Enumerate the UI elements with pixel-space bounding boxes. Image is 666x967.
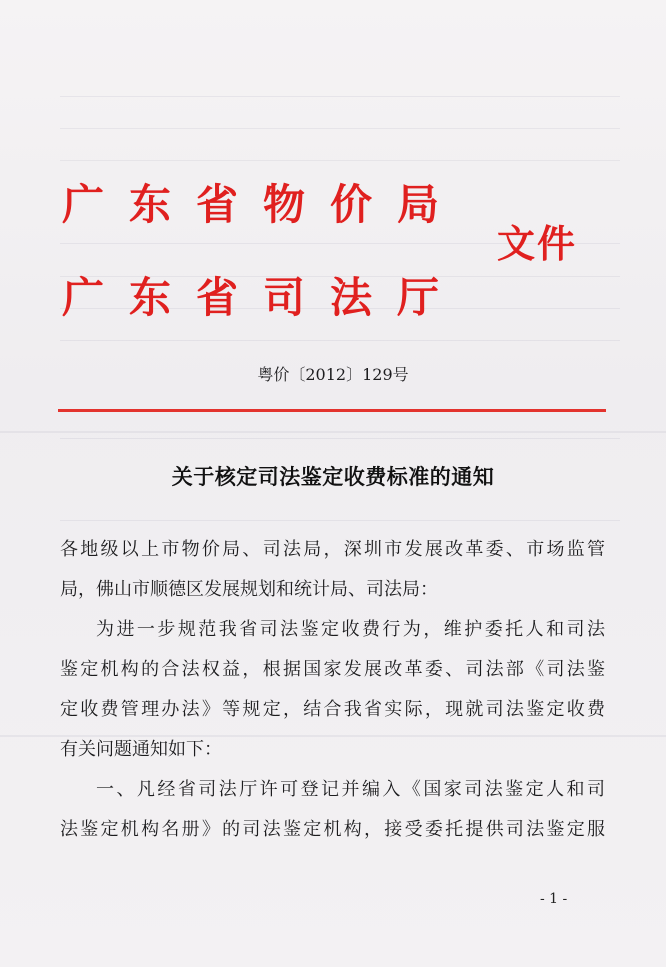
body-line: 有关问题通知如下： [60, 739, 222, 760]
issuer-name-justice-department: 广东省司法厅 [62, 273, 465, 322]
body-line: 局，佛山市顺德区发展规划和统计局、司法局： [60, 579, 438, 600]
body-line: 各地级以上市物价局、司法局，深圳市发展改革委、市场监管 [60, 539, 605, 560]
bleed-through-line [60, 340, 620, 341]
bleed-through-line [60, 438, 620, 439]
document-number: 粤价〔2012〕129号 [257, 365, 409, 384]
paper-fold [0, 431, 666, 433]
issuer-name-price-bureau: 广东省物价局 [62, 180, 465, 229]
bleed-through-line [60, 160, 620, 161]
document-type-label: 文件 [497, 221, 578, 266]
page-number: - 1 - [540, 891, 568, 907]
paper-fold [0, 735, 666, 737]
body-line: 鉴定机构的合法权益，根据国家发展改革委、司法部《司法鉴 [60, 659, 605, 680]
notice-title: 关于核定司法鉴定收费标准的通知 [171, 464, 495, 489]
bleed-through-line [60, 520, 620, 521]
bleed-through-line [60, 96, 620, 97]
body-line: 法鉴定机构名册》的司法鉴定机构，接受委托提供司法鉴定服 [60, 819, 605, 840]
body-line: 一、凡经省司法厅许可登记并编入《国家司法鉴定人和司 [96, 779, 605, 800]
body-line: 为进一步规范我省司法鉴定收费行为，维护委托人和司法 [96, 619, 605, 640]
red-separator-rule [58, 409, 606, 412]
bleed-through-line [60, 128, 620, 129]
body-line: 定收费管理办法》等规定，结合我省实际，现就司法鉴定收费 [60, 699, 605, 720]
